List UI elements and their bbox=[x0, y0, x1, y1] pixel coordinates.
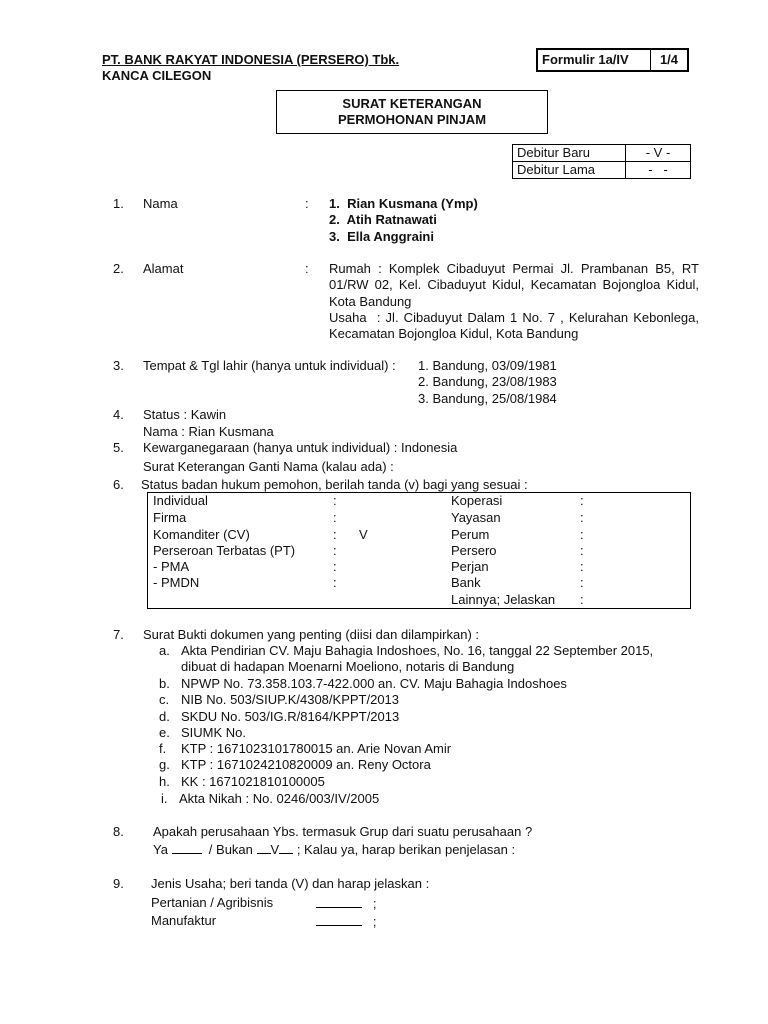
colon: : bbox=[333, 527, 337, 542]
dokumen-letter: d. bbox=[159, 709, 170, 724]
badan-hukum-text: Status badan hukum pemohon, berilah tanda (v) bagi yang sesuai : bbox=[141, 477, 528, 492]
alamat-usaha: Usaha : Jl. Cibaduyut Dalam 1 No. 7 , Kelurahan Kebonlega, Kecamatan Bojongloa Kidul, Kota Bandung bbox=[329, 310, 703, 342]
dokumen-letter: g. bbox=[159, 757, 170, 772]
grup-ya-blank[interactable] bbox=[172, 841, 202, 854]
jenis-usaha-blank[interactable] bbox=[316, 913, 362, 926]
grup-bukan-blank-left bbox=[257, 841, 271, 854]
dokumen-letter: c. bbox=[159, 692, 170, 707]
colon: : bbox=[333, 575, 337, 590]
form-code: Formulir 1a/IV bbox=[537, 49, 651, 71]
dokumen-item: KTP : 1671023101780015 an. Arie Novan Amir bbox=[181, 741, 452, 756]
debitur-value: - V - bbox=[626, 145, 691, 162]
colon: : bbox=[333, 510, 337, 525]
dokumen-item-cont: dibuat di hadapan Moenarni Moeliono, notaris di Bandung bbox=[181, 659, 515, 674]
document-title-box bbox=[276, 90, 548, 134]
colon: : bbox=[305, 196, 309, 211]
dokumen-letter: h. bbox=[159, 774, 170, 789]
badan-option-label: Komanditer (CV) bbox=[153, 527, 250, 542]
grup-ya-label: Ya bbox=[153, 842, 168, 857]
badan-option-label: - PMA bbox=[153, 559, 190, 574]
separator: ; bbox=[372, 914, 377, 929]
dokumen-item: Akta Nikah : No. 0246/003/IV/2005 bbox=[179, 791, 380, 806]
grup-bukan-blank-right bbox=[279, 841, 293, 854]
status-nama: Nama : Rian Kusmana bbox=[143, 424, 274, 439]
ttl-value: 2. Bandung, 23/08/1983 bbox=[418, 374, 557, 389]
badan-option-label: Persero bbox=[451, 543, 497, 558]
badan-option-label: Perum bbox=[451, 527, 490, 542]
badan-option-label: Firma bbox=[153, 510, 187, 525]
item-number: 4. bbox=[113, 407, 124, 422]
page-number: 1/4 bbox=[659, 52, 679, 67]
jenis-usaha-text: Jenis Usaha; beri tanda (V) dan harap jelaskan : bbox=[151, 876, 430, 891]
ttl-label: Tempat & Tgl lahir (hanya untuk individual) : bbox=[143, 358, 396, 373]
dokumen-letter: f. bbox=[159, 741, 167, 756]
branch-name: KANCA CILEGON bbox=[102, 68, 212, 83]
badan-option-label: Perjan bbox=[451, 559, 489, 574]
dokumen-item: KTP : 1671024210820009 an. Reny Octora bbox=[181, 757, 431, 772]
colon: : bbox=[580, 575, 584, 590]
ttl-value: 3. Bandung, 25/08/1984 bbox=[418, 391, 557, 406]
status-text: Status : Kawin bbox=[143, 407, 227, 422]
badan-option-label: Lainnya; Jelaskan bbox=[451, 592, 556, 607]
dokumen-text: Surat Bukti dokumen yang penting (diisi dan dilampirkan) : bbox=[143, 627, 480, 642]
debitur-row bbox=[513, 145, 691, 162]
grup-text: Apakah perusahaan Ybs. termasuk Grup dari suatu perusahaan ? bbox=[153, 824, 533, 839]
jenis-usaha-blank[interactable] bbox=[316, 895, 362, 908]
item-number: 5. bbox=[113, 440, 124, 455]
dokumen-item: KK : 1671021810100005 bbox=[181, 774, 325, 789]
debitur-table bbox=[512, 144, 691, 179]
colon: : bbox=[333, 493, 337, 508]
badan-hukum-box bbox=[147, 492, 691, 609]
badan-option-label: Koperasi bbox=[451, 493, 503, 508]
debitur-label: Debitur Baru bbox=[513, 145, 626, 162]
grup-answer-line bbox=[153, 841, 515, 858]
dokumen-item: SKDU No. 503/IG.R/8164/KPPT/2013 bbox=[181, 709, 400, 724]
alamat-rumah: Rumah : Komplek Cibaduyut Permai Jl. Prambanan B5, RT 01/RW 02, Kel. Cibaduyut Kidul, Kecamatan Bojongloa Kidul, Kota Bandung bbox=[329, 261, 703, 309]
nama-value: 1. Rian Kusmana (Ymp) bbox=[329, 196, 478, 211]
item-number: 6. bbox=[113, 477, 124, 492]
nama-value: 2. Atih Ratnawati bbox=[329, 212, 437, 227]
colon: : bbox=[580, 510, 584, 525]
dokumen-item: Akta Pendirian CV. Maju Bahagia Indoshoes, No. 16, tanggal 22 September 2015, bbox=[181, 643, 654, 658]
jenis-usaha-blank-row bbox=[316, 895, 376, 912]
item-number: 9. bbox=[113, 876, 124, 891]
dokumen-letter: a. bbox=[159, 643, 170, 658]
dokumen-item: NPWP No. 73.358.103.7-422.000 an. CV. Maju Bahagia Indoshoes bbox=[181, 676, 567, 691]
dokumen-letter: b. bbox=[159, 676, 170, 691]
colon: : bbox=[580, 592, 584, 607]
badan-option-label: - PMDN bbox=[153, 575, 200, 590]
debitur-label: Debitur Lama bbox=[513, 162, 626, 179]
grup-bukan-label: / Bukan bbox=[208, 842, 253, 857]
grup-penjelasan: ; Kalau ya, harap berikan penjelasan : bbox=[296, 842, 516, 857]
jenis-usaha-label: Manufaktur bbox=[151, 913, 217, 928]
nama-label: Nama bbox=[143, 196, 178, 211]
grup-bukan-mark[interactable]: V bbox=[270, 842, 280, 857]
document-title-line1: SURAT KETERANGAN bbox=[342, 96, 482, 111]
item-number: 1. bbox=[113, 196, 124, 211]
separator: ; bbox=[372, 896, 377, 911]
bank-name: PT. BANK RAKYAT INDONESIA (PERSERO) Tbk. bbox=[102, 52, 400, 67]
colon: : bbox=[333, 559, 337, 574]
ttl-value: 1. Bandung, 03/09/1981 bbox=[418, 358, 557, 373]
colon: : bbox=[580, 527, 584, 542]
item-number: 3. bbox=[113, 358, 124, 373]
dokumen-letter: e. bbox=[159, 725, 170, 740]
item-number: 2. bbox=[113, 261, 124, 276]
colon: : bbox=[305, 261, 309, 276]
colon: : bbox=[580, 493, 584, 508]
nama-value: 3. Ella Anggraini bbox=[329, 229, 434, 244]
ganti-nama-text: Surat Keterangan Ganti Nama (kalau ada) : bbox=[143, 459, 394, 474]
dokumen-item: SIUMK No. bbox=[181, 725, 247, 740]
alamat-label: Alamat bbox=[143, 261, 184, 276]
badan-option-label: Perseroan Terbatas (PT) bbox=[153, 543, 296, 558]
kewarganegaraan-text: Kewarganegaraan (hanya untuk individual) : Indonesia bbox=[143, 440, 458, 455]
badan-option-label: Bank bbox=[451, 575, 481, 590]
colon: : bbox=[580, 543, 584, 558]
item-number: 8. bbox=[113, 824, 124, 839]
colon: : bbox=[580, 559, 584, 574]
item-number: 7. bbox=[113, 627, 124, 642]
badan-option-label: Individual bbox=[153, 493, 208, 508]
jenis-usaha-blank-row bbox=[316, 913, 376, 930]
badan-option-label: Yayasan bbox=[451, 510, 501, 525]
debitur-row bbox=[513, 162, 691, 179]
dokumen-letter: i. bbox=[161, 791, 168, 806]
colon: : bbox=[333, 543, 337, 558]
debitur-value: - - bbox=[626, 162, 691, 179]
document-title-line2: PERMOHONAN PINJAM bbox=[337, 112, 487, 127]
form-code-box bbox=[536, 48, 689, 72]
dokumen-item: NIB No. 503/SIUP.K/4308/KPPT/2013 bbox=[181, 692, 400, 707]
jenis-usaha-label: Pertanian / Agribisnis bbox=[151, 895, 274, 910]
check-mark: V bbox=[359, 527, 368, 542]
